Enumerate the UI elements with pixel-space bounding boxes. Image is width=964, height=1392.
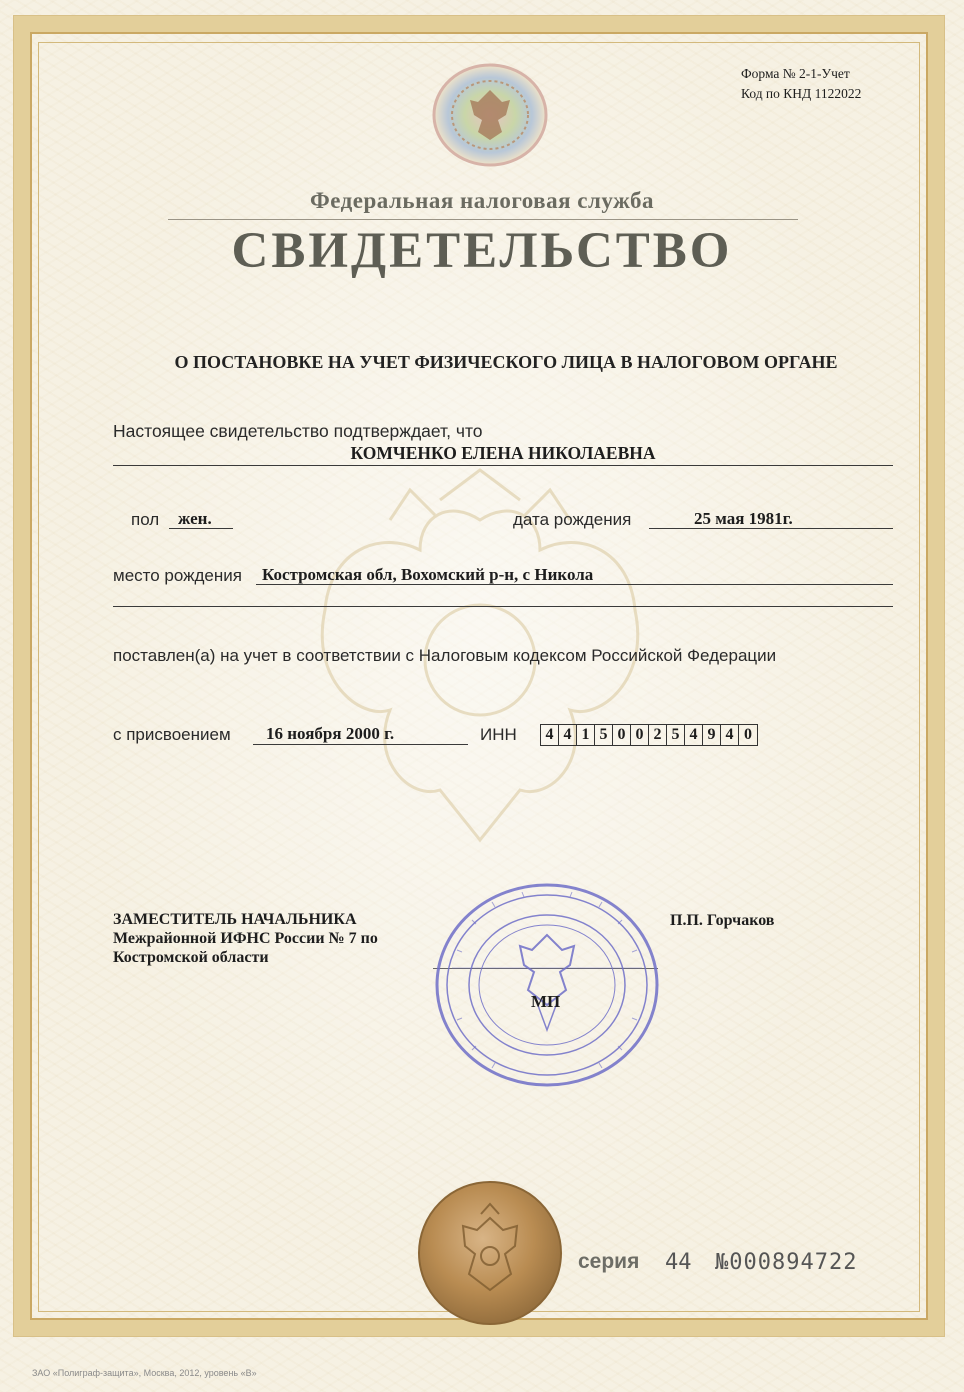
inn-digit: 0 (613, 725, 631, 745)
signatory-position (113, 910, 378, 967)
agency-name: Федеральная налоговая служба (310, 188, 654, 213)
signatory-position-line3: Костромской области (113, 949, 269, 966)
inn-digit: 2 (649, 725, 667, 745)
inn-digit: 5 (595, 725, 613, 745)
inn-digit: 4 (541, 725, 559, 745)
knd-code: Код по КНД 1122022 (741, 86, 862, 101)
name-underline (113, 465, 893, 466)
sex-value: жен. (178, 509, 212, 528)
assignment-label: с присвоением (113, 725, 231, 744)
birth-place-label: место рождения (113, 566, 242, 585)
birth-place-underline (256, 584, 893, 585)
inn-digit: 4 (685, 725, 703, 745)
inn-digit: 4 (721, 725, 739, 745)
inn-label: ИНН (480, 725, 517, 744)
signatory-name: П.П. Горчаков (670, 912, 775, 929)
assignment-date-underline (253, 744, 468, 745)
birth-date-label: дата рождения (513, 510, 632, 529)
signatory-position-line1: ЗАМЕСТИТЕЛЬ НАЧАЛЬНИКА (113, 911, 357, 928)
inn-digit: 4 (559, 725, 577, 745)
inn-digit-boxes (540, 724, 758, 746)
sex-label: пол (131, 510, 160, 529)
inn-digit: 0 (744, 726, 752, 743)
assignment-date: 16 ноября 2000 г. (266, 724, 395, 743)
document-subtitle: О ПОСТАНОВКЕ НА УЧЕТ ФИЗИЧЕСКОГО ЛИЦА В НАЛОГОВОМ ОРГАНЕ (174, 352, 838, 372)
form-number: Форма № 2-1-Учет (741, 66, 850, 81)
inn-digit: 5 (667, 725, 685, 745)
birth-date-underline (649, 528, 893, 529)
seal-mark: МП (531, 992, 561, 1011)
official-stamp-seal (432, 880, 662, 1090)
inn-digit: 0 (631, 725, 649, 745)
registration-text: поставлен(а) на учет в соответствии с Налоговым кодексом Российской Федерации (113, 646, 777, 665)
certificate-number: №000894722 (715, 1250, 858, 1275)
birth-date-value: 25 мая 1981г. (694, 509, 793, 528)
inn-digit: 9 (703, 725, 721, 745)
signatory-position-line2: Межрайонной ИФНС России № 7 по (113, 930, 378, 947)
intro-text: Настоящее свидетельство подтверждает, что (113, 421, 483, 441)
printer-imprint: ЗАО «Полиграф-защита», Москва, 2012, уровень «В» (32, 1368, 257, 1378)
series-label: серия (578, 1250, 640, 1273)
hologram-emblem-icon (430, 60, 550, 170)
agency-divider (168, 219, 798, 220)
birth-place-underline-2 (113, 606, 893, 607)
inn-digit: 1 (577, 725, 595, 745)
person-full-name: КОМЧЕНКО ЕЛЕНА НИКОЛАЕВНА (350, 443, 656, 463)
birth-place-value: Костромская обл, Вохомский р-н, с Никола (262, 565, 594, 584)
series-value: 44 (665, 1250, 692, 1275)
gold-emblem-seal-icon (415, 1178, 565, 1328)
sex-underline (169, 528, 233, 529)
document-title: СВИДЕТЕЛЬСТВО (231, 223, 733, 279)
